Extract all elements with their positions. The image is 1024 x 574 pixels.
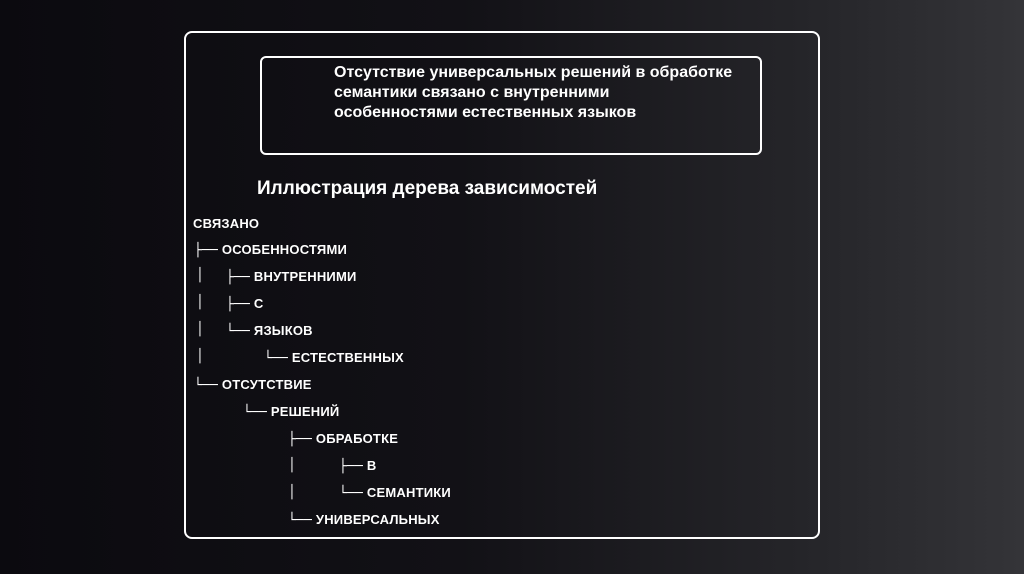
tree-branch: └── xyxy=(226,324,251,339)
tree-vertical-bar: │ xyxy=(288,485,296,500)
tree-word: ОСОБЕННОСТЯМИ xyxy=(221,242,348,257)
tree-branch: └── xyxy=(264,351,289,366)
tree-word: ЯЗЫКОВ xyxy=(253,323,313,338)
tree-node xyxy=(339,458,377,474)
statement-text: Отсутствие универсальных решений в обработке семантики связано с внутренними особенностями естественных языков xyxy=(334,64,733,121)
tree-word: ОТСУТСТВИЕ xyxy=(221,377,312,392)
tree-word: СЕМАНТИКИ xyxy=(366,485,451,500)
tree-node xyxy=(226,323,313,339)
tree-title: Иллюстрация дерева зависимостей xyxy=(257,178,598,199)
tree-branch: └── xyxy=(339,486,364,501)
tree-node xyxy=(226,269,357,285)
tree-branch: └── xyxy=(243,405,268,420)
tree-vertical-bar: │ xyxy=(196,322,204,337)
tree-node xyxy=(288,512,440,528)
tree-branch: ├── xyxy=(288,432,313,447)
tree-node xyxy=(194,242,347,258)
tree-word: РЕШЕНИЙ xyxy=(270,404,340,419)
tree-node xyxy=(226,296,264,312)
tree-branch: ├── xyxy=(194,243,219,258)
tree-word: УНИВЕРСАЛЬНЫХ xyxy=(315,512,440,527)
tree-root xyxy=(193,216,259,231)
tree-node xyxy=(264,350,404,366)
tree-branch: ├── xyxy=(226,297,251,312)
tree-word: С xyxy=(253,296,264,311)
tree-branch: ├── xyxy=(226,270,251,285)
tree-node xyxy=(243,404,339,420)
tree-vertical-bar: │ xyxy=(196,349,204,364)
tree-root-word: СВЯЗАНО xyxy=(193,216,260,231)
tree-word: ОБРАБОТКЕ xyxy=(315,431,399,446)
tree-vertical-bar: │ xyxy=(288,458,296,473)
tree-word: В xyxy=(366,458,377,473)
tree-node xyxy=(288,431,398,447)
tree-word: ВНУТРЕННИМИ xyxy=(253,269,357,284)
tree-branch: └── xyxy=(288,513,313,528)
tree-branch: ├── xyxy=(339,459,364,474)
tree-branch: └── xyxy=(194,378,219,393)
tree-vertical-bar: │ xyxy=(196,295,204,310)
tree-word: ЕСТЕСТВЕННЫХ xyxy=(291,350,404,365)
tree-vertical-bar: │ xyxy=(196,268,204,283)
tree-node xyxy=(339,485,451,501)
tree-node xyxy=(194,377,312,393)
